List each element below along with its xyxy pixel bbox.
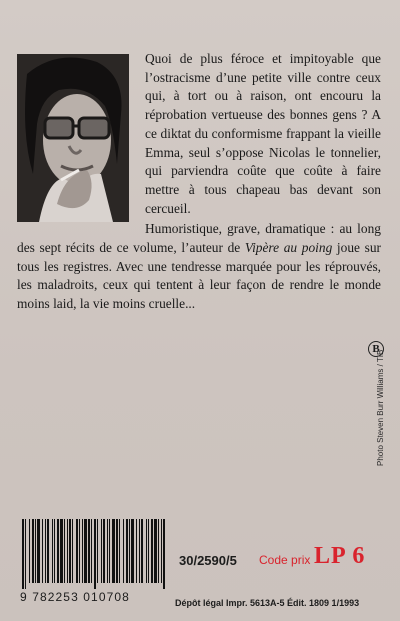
barcode-bar <box>88 519 90 583</box>
barcode-bar <box>82 519 83 583</box>
barcode-bar <box>119 519 120 583</box>
barcode-bar <box>64 519 65 583</box>
barcode-bar <box>116 519 118 583</box>
barcode-bars <box>20 519 168 589</box>
barcode-bar <box>84 519 87 583</box>
barcode-bar <box>163 519 165 589</box>
photo-credit: Photo Steven Burr Williams / TIB <box>376 349 385 466</box>
blurb-paragraph-2-start: Humoristique, grave, dramatique : au long des sept récits de ce volume, l’auteur de <box>17 221 381 256</box>
blurb-text <box>17 50 381 314</box>
barcode-bar <box>60 519 63 583</box>
barcode-bar <box>146 519 147 583</box>
barcode-bar <box>107 519 108 583</box>
catalog-number: 30/2590/5 <box>179 553 237 568</box>
barcode-bar <box>22 519 24 589</box>
barcode-bar <box>126 519 128 583</box>
blurb-paragraph-2-end: joue sur tous les registres. Avec une tendresse marquée pour les réprouvés, les maladroits, ceux qui tentent à leur façon de rendre le monde moins laid, la vie moins cruelle... <box>17 240 381 312</box>
barcode-bar <box>32 519 34 583</box>
barcode-bar <box>79 519 80 583</box>
barcode-bar <box>47 519 49 583</box>
barcode-bar <box>154 519 157 583</box>
barcode-bar <box>161 519 162 583</box>
photo-spacer <box>17 50 145 224</box>
barcode-bar <box>25 519 26 589</box>
isbn-barcode <box>20 519 168 591</box>
barcode-bar <box>52 519 53 583</box>
legal-deposit: Dépôt légal Impr. 5613A-5 Édit. 1809 1/1993 <box>175 598 360 608</box>
barcode-bar <box>158 519 159 583</box>
barcode-bar <box>123 519 124 583</box>
barcode-bar <box>35 519 36 583</box>
barcode-bar <box>37 519 40 583</box>
price-code: LP 6 <box>314 543 366 569</box>
barcode-bar <box>112 519 115 583</box>
code-prix-label: Code prix <box>259 553 311 567</box>
book-title-italic: Vipère au poing <box>244 240 333 256</box>
barcode-bar <box>141 519 143 583</box>
barcode-bar <box>148 519 149 583</box>
barcode-bar <box>101 519 102 583</box>
barcode-bar <box>42 519 43 583</box>
barcode-bar <box>139 519 140 583</box>
barcode-bar <box>129 519 130 583</box>
barcode-bar <box>67 519 68 583</box>
barcode-bar <box>72 519 73 583</box>
barcode-bar <box>69 519 71 583</box>
blurb-paragraph-1 <box>17 50 381 218</box>
barcode-bar <box>76 519 78 583</box>
barcode-bar <box>103 519 105 583</box>
barcode-bar <box>29 519 30 583</box>
barcode-bar <box>54 519 55 583</box>
barcode-bar <box>151 519 153 583</box>
barcode-bar <box>45 519 46 583</box>
barcode-bar <box>94 519 96 589</box>
isbn-number: 9 782253 010708 <box>20 590 130 604</box>
barcode-bar <box>136 519 137 583</box>
barcode-bar <box>131 519 134 583</box>
barcode-bar <box>91 519 92 583</box>
publisher-logo-letter: B <box>372 343 380 355</box>
blurb-paragraph-2 <box>17 220 381 314</box>
barcode-bar <box>109 519 110 583</box>
barcode-bar <box>97 519 98 583</box>
barcode-bar <box>57 519 59 583</box>
blurb-paragraph-1-text: Quoi de plus féroce et impitoyable que l’ostracisme d’une petite ville contre ceux qui, à tort ou à raison, ont encouru la réprobation vertueuse des bonnes gens ? A ce diktat du conformisme frappant la vieille Emma, seul s’oppose Nicolas le tonnelier, qui parviendra coûte que coûte à faire mettre à tous chapeau bas devant son cercueil. <box>145 51 381 216</box>
